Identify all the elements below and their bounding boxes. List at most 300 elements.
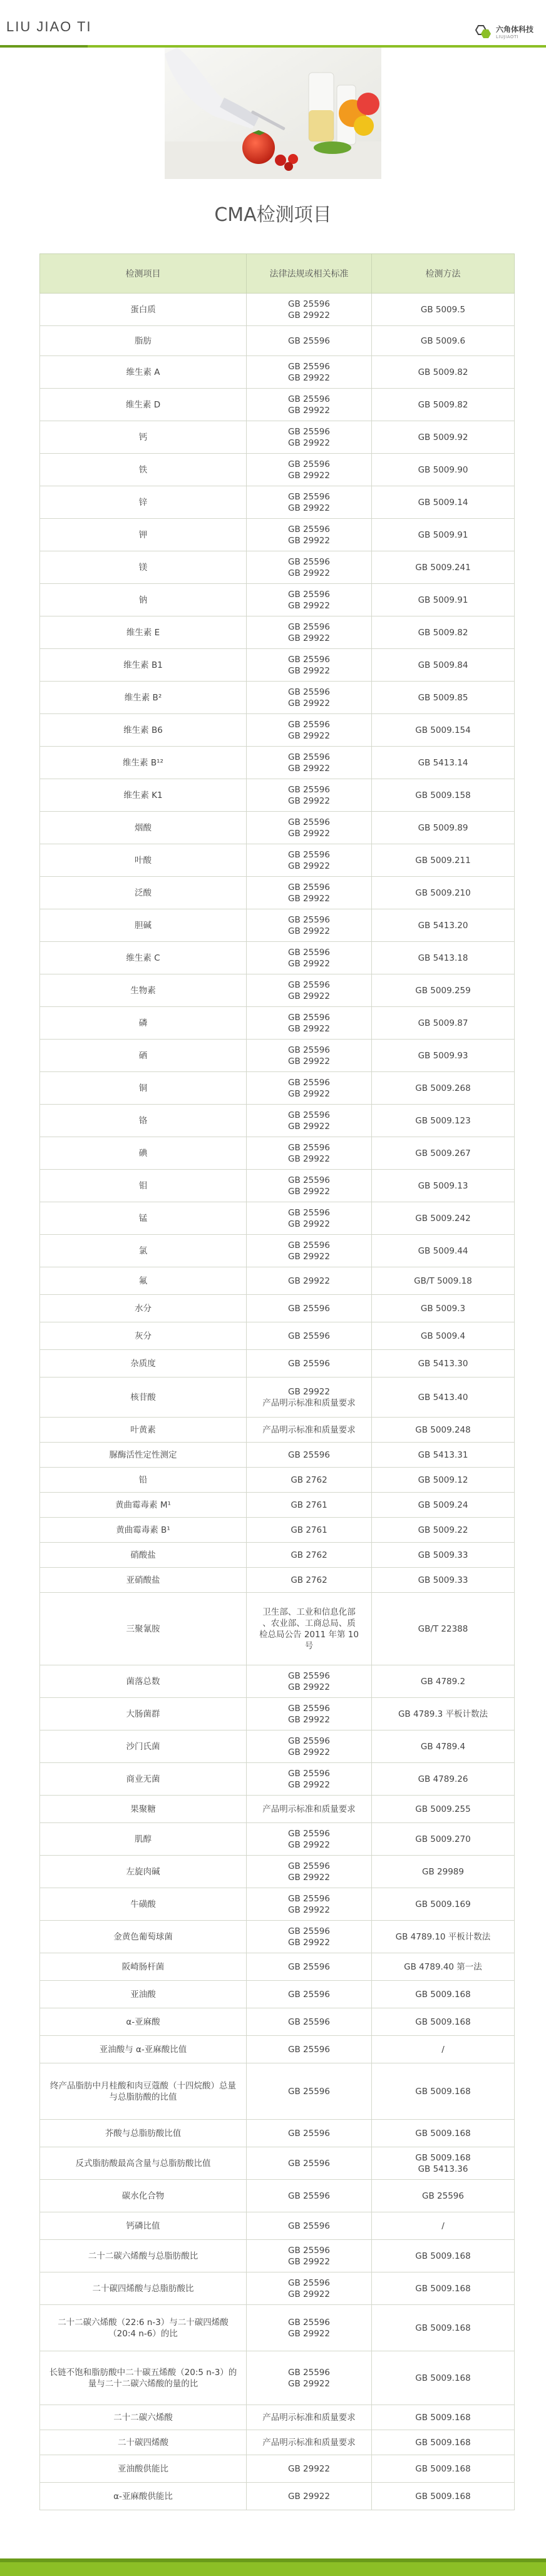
- cell-law: [247, 1730, 372, 1763]
- law-line: GB 29922: [288, 1153, 330, 1164]
- table-row: [40, 2305, 515, 2351]
- table-row: [40, 974, 515, 1007]
- table-row: [40, 1888, 515, 1921]
- table-row: [40, 1823, 515, 1856]
- cell-law: [247, 294, 372, 326]
- method-line: GB 5009.168: [415, 2016, 471, 2027]
- cell-item: 长链不饱和脂肪酸中二十碳五烯酸（20:5 n-3）的量与二十二碳六烯酸的量的比: [40, 2351, 247, 2405]
- law-line: GB 29922: [288, 893, 330, 904]
- header-item: 检测项目: [40, 254, 247, 294]
- method-line: GB 5009.92: [418, 432, 468, 442]
- law-line: GB 25596: [288, 882, 330, 892]
- cell-law: [247, 2063, 372, 2120]
- method-line: GB 5009.210: [415, 887, 471, 898]
- law-line: GB 29922: [288, 2256, 330, 2267]
- law-line: GB 29922: [288, 503, 330, 513]
- law-line: GB 25596: [288, 1045, 330, 1055]
- law-line: GB 2761: [291, 1500, 327, 1510]
- table-row: [40, 1040, 515, 1072]
- cell-law: [247, 2212, 372, 2240]
- cell-law: [247, 1568, 372, 1593]
- cell-method: [372, 812, 515, 844]
- cell-law: [247, 2272, 372, 2305]
- table-row: [40, 1235, 515, 1267]
- law-line: GB 25596: [288, 1110, 330, 1120]
- table-row: [40, 2212, 515, 2240]
- table-row: [40, 584, 515, 616]
- method-line: GB 4789.3 平板计数法: [398, 1709, 488, 1719]
- method-line: GB 5009.3: [420, 1303, 466, 1314]
- method-line: GB 5009.168: [415, 2283, 471, 2294]
- cell-method: [372, 2008, 515, 2036]
- method-line: GB 5009.84: [418, 660, 468, 670]
- table-row: [40, 454, 515, 486]
- law-line: GB 2762: [291, 1575, 327, 1585]
- law-line: GB 25596: [288, 849, 330, 860]
- cell-law: [247, 1543, 372, 1568]
- cma-test-items-table: [39, 253, 515, 2510]
- table-row: [40, 389, 515, 421]
- law-line: GB 29922: [288, 2328, 330, 2339]
- table-row: [40, 2180, 515, 2212]
- cell-item: 二十二碳六烯酸与总脂肪酸比: [40, 2240, 247, 2272]
- method-line: GB 5009.270: [415, 1834, 471, 1844]
- table-row: [40, 1418, 515, 1443]
- cell-method: [372, 942, 515, 974]
- method-line: GB 5009.168: [415, 2086, 471, 2097]
- logo-subtext: LIUJIAOTI: [495, 34, 519, 39]
- company-logo: [473, 24, 533, 39]
- cell-law: [247, 812, 372, 844]
- law-line: GB 29922: [288, 926, 330, 936]
- cell-method: [372, 2212, 515, 2240]
- cell-law: [247, 584, 372, 616]
- law-line: GB 2762: [291, 1550, 327, 1560]
- table-row: [40, 1953, 515, 1981]
- cell-law: [247, 2483, 372, 2510]
- cell-item: 黄曲霉毒素 M¹: [40, 1493, 247, 1518]
- cell-law: [247, 2120, 372, 2147]
- law-line: GB 25596: [288, 2245, 330, 2256]
- cell-item: 氟: [40, 1267, 247, 1295]
- law-line: 、农业部、工商总局、质: [262, 1618, 356, 1628]
- method-line: GB 5009.242: [415, 1213, 471, 1224]
- table-row: [40, 1921, 515, 1953]
- cell-law: [247, 1007, 372, 1040]
- cell-method: [372, 1543, 515, 1568]
- method-line: GB 5009.89: [418, 822, 468, 833]
- cell-method: [372, 2272, 515, 2305]
- table-row: [40, 812, 515, 844]
- cell-method: [372, 2455, 515, 2483]
- cell-law: [247, 747, 372, 779]
- cell-law: [247, 1856, 372, 1888]
- law-line: GB 25596: [288, 2158, 330, 2169]
- cell-item: 维生素 D: [40, 389, 247, 421]
- law-line: GB 25596: [288, 979, 330, 990]
- table-row: [40, 2120, 515, 2147]
- lab-tomato-illustration: [165, 48, 381, 179]
- cell-method: [372, 2180, 515, 2212]
- method-line: GB 4789.2: [420, 1676, 466, 1687]
- method-line: GB 5413.31: [418, 1449, 468, 1460]
- table-row: [40, 2008, 515, 2036]
- cell-law: [247, 1698, 372, 1730]
- cell-item: 脂肪: [40, 326, 247, 356]
- table-row: [40, 294, 515, 326]
- law-line: GB 25596: [288, 2277, 330, 2288]
- law-line: GB 29922: [288, 2289, 330, 2299]
- cell-method: [372, 1072, 515, 1105]
- cell-law: [247, 2240, 372, 2272]
- law-line: GB 29922: [288, 568, 330, 578]
- cell-item: 维生素 K1: [40, 779, 247, 812]
- law-line: GB 25596: [288, 752, 330, 762]
- cell-method: [372, 682, 515, 714]
- law-line: GB 25596: [288, 2190, 330, 2201]
- law-line: GB 29922: [288, 1714, 330, 1725]
- method-line: GB 5009.268: [415, 1083, 471, 1093]
- table-row: [40, 1350, 515, 1377]
- cell-law: [247, 1350, 372, 1377]
- cell-law: [247, 844, 372, 877]
- table-row: [40, 1763, 515, 1796]
- law-line: GB 29922: [288, 405, 330, 416]
- cell-item: 阪崎肠杆菌: [40, 1953, 247, 1981]
- cell-law: [247, 682, 372, 714]
- table-row: [40, 356, 515, 389]
- table-row: [40, 1468, 515, 1493]
- cell-law: [247, 1518, 372, 1543]
- table-row: [40, 519, 515, 551]
- law-line: GB 29922: [288, 372, 330, 383]
- cell-law: [247, 1443, 372, 1468]
- cell-law: [247, 2008, 372, 2036]
- law-line: GB 29922: [288, 1839, 330, 1850]
- cell-method: [372, 1763, 515, 1796]
- table-row: [40, 649, 515, 682]
- cell-item: 铜: [40, 1072, 247, 1105]
- cell-item: 黄曲霉毒素 B¹: [40, 1518, 247, 1543]
- cell-method: [372, 551, 515, 584]
- hero-image: [165, 48, 381, 179]
- method-line: GB 5009.168: [415, 1989, 471, 2000]
- law-line: GB 29922: [288, 1023, 330, 1034]
- cell-method: [372, 2063, 515, 2120]
- law-line: GB 29922: [288, 1251, 330, 1262]
- table-row: [40, 942, 515, 974]
- law-line: GB 29922: [288, 861, 330, 871]
- law-line: GB 25596: [288, 1142, 330, 1153]
- table-row: [40, 421, 515, 454]
- cell-item: 芥酸与总脂肪酸比值: [40, 2120, 247, 2147]
- cell-law: [247, 519, 372, 551]
- law-line: GB 25596: [288, 1989, 330, 2000]
- cell-item: 铁: [40, 454, 247, 486]
- cell-item: 叶黄素: [40, 1418, 247, 1443]
- header-law: 法律法规或相关标准: [247, 254, 372, 294]
- cell-method: [372, 909, 515, 942]
- table-row: [40, 616, 515, 649]
- cell-method: [372, 2240, 515, 2272]
- table-row: [40, 2063, 515, 2120]
- cell-item: 果聚糖: [40, 1796, 247, 1823]
- cell-item: 钙: [40, 421, 247, 454]
- cell-law: [247, 1295, 372, 1322]
- law-line: GB 25596: [288, 361, 330, 372]
- law-line: GB 25596: [288, 2221, 330, 2231]
- table-row: [40, 1377, 515, 1418]
- cell-law: [247, 909, 372, 942]
- cell-item: 钼: [40, 1170, 247, 1202]
- method-line: /: [441, 2044, 445, 2055]
- header-method: 检测方法: [372, 254, 515, 294]
- cell-item: 维生素 E: [40, 616, 247, 649]
- law-line: GB 29922: [288, 310, 330, 320]
- cell-law: [247, 1377, 372, 1418]
- table-row: [40, 1105, 515, 1137]
- cell-item: 商业无菌: [40, 1763, 247, 1796]
- cell-law: [247, 2351, 372, 2405]
- method-line: GB 5009.154: [415, 725, 471, 735]
- cell-law: [247, 1665, 372, 1698]
- table-row: [40, 877, 515, 909]
- law-line: GB 25596: [288, 1670, 330, 1681]
- law-line: GB 29922: [288, 991, 330, 1001]
- cell-method: [372, 1040, 515, 1072]
- cell-law: [247, 551, 372, 584]
- cell-law: [247, 1823, 372, 1856]
- cell-method: [372, 2405, 515, 2430]
- law-line: GB 29922: [288, 698, 330, 708]
- law-line: GB 25596: [288, 2086, 330, 2097]
- footer-bar: [0, 2558, 546, 2576]
- page-title: CMA检测项目: [214, 204, 332, 226]
- cell-law: [247, 779, 372, 812]
- law-line: GB 25596: [288, 1961, 330, 1972]
- law-line: GB 29922: [288, 535, 330, 546]
- cell-law: [247, 649, 372, 682]
- method-line: GB 5009.168: [415, 2491, 471, 2502]
- method-line: GB 5009.267: [415, 1148, 471, 1158]
- cell-item: 维生素 B1: [40, 649, 247, 682]
- law-line: GB 25596: [288, 914, 330, 925]
- method-line: GB 5009.169: [415, 1899, 471, 1909]
- cell-method: [372, 1295, 515, 1322]
- law-line: GB 25596: [288, 426, 330, 437]
- method-line: GB 5009.85: [418, 692, 468, 703]
- cell-method: [372, 616, 515, 649]
- cell-item: 碘: [40, 1137, 247, 1170]
- law-line: GB 25596: [288, 2367, 330, 2378]
- method-line: GB 4789.4: [420, 1741, 466, 1752]
- method-line: GB 5009.248: [415, 1424, 471, 1435]
- method-line: GB 5009.168: [415, 2463, 471, 2474]
- table-row: [40, 1730, 515, 1763]
- cell-method: [372, 2483, 515, 2510]
- law-line: GB 25596: [288, 1358, 330, 1369]
- cell-law: [247, 1418, 372, 1443]
- cell-method: [372, 1202, 515, 1235]
- table-row: [40, 2430, 515, 2455]
- table-header-row: [40, 254, 515, 294]
- method-line: GB 5413.30: [418, 1358, 468, 1369]
- method-line: GB 5009.24: [418, 1500, 468, 1510]
- method-line: GB 5009.93: [418, 1050, 468, 1061]
- cell-item: 磷: [40, 1007, 247, 1040]
- cell-item: 水分: [40, 1295, 247, 1322]
- cell-law: [247, 1040, 372, 1072]
- law-line: 产品明示标准和质量要求: [262, 2437, 356, 2448]
- cell-method: [372, 1137, 515, 1170]
- cell-item: 反式脂肪酸最高含量与总脂肪酸比值: [40, 2147, 247, 2180]
- law-line: GB 29922: [288, 665, 330, 676]
- cell-item: 钾: [40, 519, 247, 551]
- law-line: GB 25596: [288, 1331, 330, 1341]
- law-line: GB 29922: [288, 600, 330, 611]
- law-line: GB 29922: [288, 1186, 330, 1197]
- method-line: GB 5009.5: [420, 304, 466, 315]
- cell-item: α-亚麻酸供能比: [40, 2483, 247, 2510]
- cell-law: [247, 1493, 372, 1518]
- law-line: GB 25596: [288, 817, 330, 827]
- cell-item: α-亚麻酸: [40, 2008, 247, 2036]
- law-line: 卫生部、工业和信息化部: [262, 1607, 356, 1617]
- cell-law: [247, 2455, 372, 2483]
- cell-item: 二十二碳六烯酸（22:6 n-3）与二十碳四烯酸（20:4 n-6）的比: [40, 2305, 247, 2351]
- brand-name: LIU JIAO TI: [6, 19, 92, 34]
- cell-law: [247, 389, 372, 421]
- law-line: GB 25596: [288, 394, 330, 404]
- cell-item: 亚油酸与 α-亚麻酸比值: [40, 2036, 247, 2063]
- cell-law: [247, 1468, 372, 1493]
- cell-law: [247, 1981, 372, 2008]
- law-line: GB 25596: [288, 299, 330, 309]
- cell-item: 烟酸: [40, 812, 247, 844]
- cell-item: 二十碳四烯酸: [40, 2430, 247, 2455]
- table-row: [40, 2483, 515, 2510]
- law-line: GB 29922: [288, 1219, 330, 1229]
- logo-text: 六角体科技: [495, 25, 533, 34]
- cell-law: [247, 1888, 372, 1921]
- law-line: GB 25596: [288, 1303, 330, 1314]
- method-line: GB 5009.33: [418, 1550, 468, 1560]
- cell-law: [247, 2405, 372, 2430]
- method-line: GB 29989: [422, 1866, 464, 1877]
- table-row: [40, 1170, 515, 1202]
- table-row: [40, 844, 515, 877]
- table-row: [40, 1665, 515, 1698]
- cell-law: [247, 1105, 372, 1137]
- page-header: [0, 0, 546, 50]
- law-line: GB 25596: [288, 459, 330, 469]
- cell-method: [372, 326, 515, 356]
- method-line: GB 4789.40 第一法: [404, 1961, 482, 1972]
- cell-item: 杂质度: [40, 1350, 247, 1377]
- cell-method: [372, 1921, 515, 1953]
- cell-method: [372, 1856, 515, 1888]
- cell-item: 亚油酸供能比: [40, 2455, 247, 2483]
- law-line: GB 25596: [288, 1240, 330, 1250]
- table-row: [40, 682, 515, 714]
- cell-item: 灰分: [40, 1322, 247, 1350]
- law-line: GB 29922: [288, 1904, 330, 1915]
- law-line: GB 25596: [288, 1893, 330, 1904]
- law-line: GB 25596: [288, 947, 330, 958]
- method-line: GB 5009.33: [418, 1575, 468, 1585]
- cell-item: 亚硝酸盐: [40, 1568, 247, 1593]
- cell-method: [372, 779, 515, 812]
- table-row: [40, 1796, 515, 1823]
- cell-law: [247, 1137, 372, 1170]
- cell-law: [247, 2180, 372, 2212]
- cell-item: 维生素 B¹²: [40, 747, 247, 779]
- cell-method: [372, 1593, 515, 1665]
- method-line: GB 5009.211: [415, 855, 471, 866]
- method-line: GB 5009.168: [415, 2323, 471, 2333]
- table-row: [40, 1072, 515, 1105]
- cell-item: 生物素: [40, 974, 247, 1007]
- law-line: GB 2761: [291, 1525, 327, 1535]
- cell-method: [372, 1568, 515, 1593]
- method-line: GB/T 5009.18: [414, 1275, 472, 1286]
- law-line: GB 29922: [288, 437, 330, 448]
- cell-method: [372, 747, 515, 779]
- cell-law: [247, 326, 372, 356]
- cell-item: 铅: [40, 1468, 247, 1493]
- table-row: [40, 1443, 515, 1468]
- cell-method: [372, 1443, 515, 1468]
- method-line: GB 4789.10 平板计数法: [395, 1931, 491, 1942]
- cell-method: [372, 1730, 515, 1763]
- method-line: GB 5009.82: [418, 627, 468, 638]
- method-line: /: [441, 2221, 445, 2231]
- method-line: GB 25596: [422, 2190, 464, 2201]
- table-row: [40, 1493, 515, 1518]
- law-line: 产品明示标准和质量要求: [262, 2412, 356, 2423]
- cell-method: [372, 294, 515, 326]
- table-row: [40, 909, 515, 942]
- law-line: GB 25596: [288, 556, 330, 567]
- table-row: [40, 2036, 515, 2063]
- cell-law: [247, 877, 372, 909]
- table-row: [40, 1593, 515, 1665]
- cell-item: 钙磷比值: [40, 2212, 247, 2240]
- cell-item: 维生素 C: [40, 942, 247, 974]
- law-line: GB 25596: [288, 335, 330, 346]
- method-line: GB 5009.91: [418, 529, 468, 540]
- law-line: GB 25596: [288, 2016, 330, 2027]
- cell-law: [247, 1921, 372, 1953]
- cell-method: [372, 1007, 515, 1040]
- table-row: [40, 1137, 515, 1170]
- cell-law: [247, 1202, 372, 1235]
- cell-law: [247, 486, 372, 519]
- cell-item: 碳水化合物: [40, 2180, 247, 2212]
- cell-method: [372, 2305, 515, 2351]
- cell-method: [372, 519, 515, 551]
- cell-method: [372, 877, 515, 909]
- cell-item: 叶酸: [40, 844, 247, 877]
- method-line: GB 5009.82: [418, 367, 468, 377]
- cell-method: [372, 1796, 515, 1823]
- law-line: GB 25596: [288, 1828, 330, 1839]
- cell-method: [372, 1418, 515, 1443]
- law-line: GB 29922: [288, 795, 330, 806]
- law-line: GB 29922: [288, 2463, 330, 2474]
- method-line: GB 5009.168: [415, 2437, 471, 2448]
- cell-method: [372, 389, 515, 421]
